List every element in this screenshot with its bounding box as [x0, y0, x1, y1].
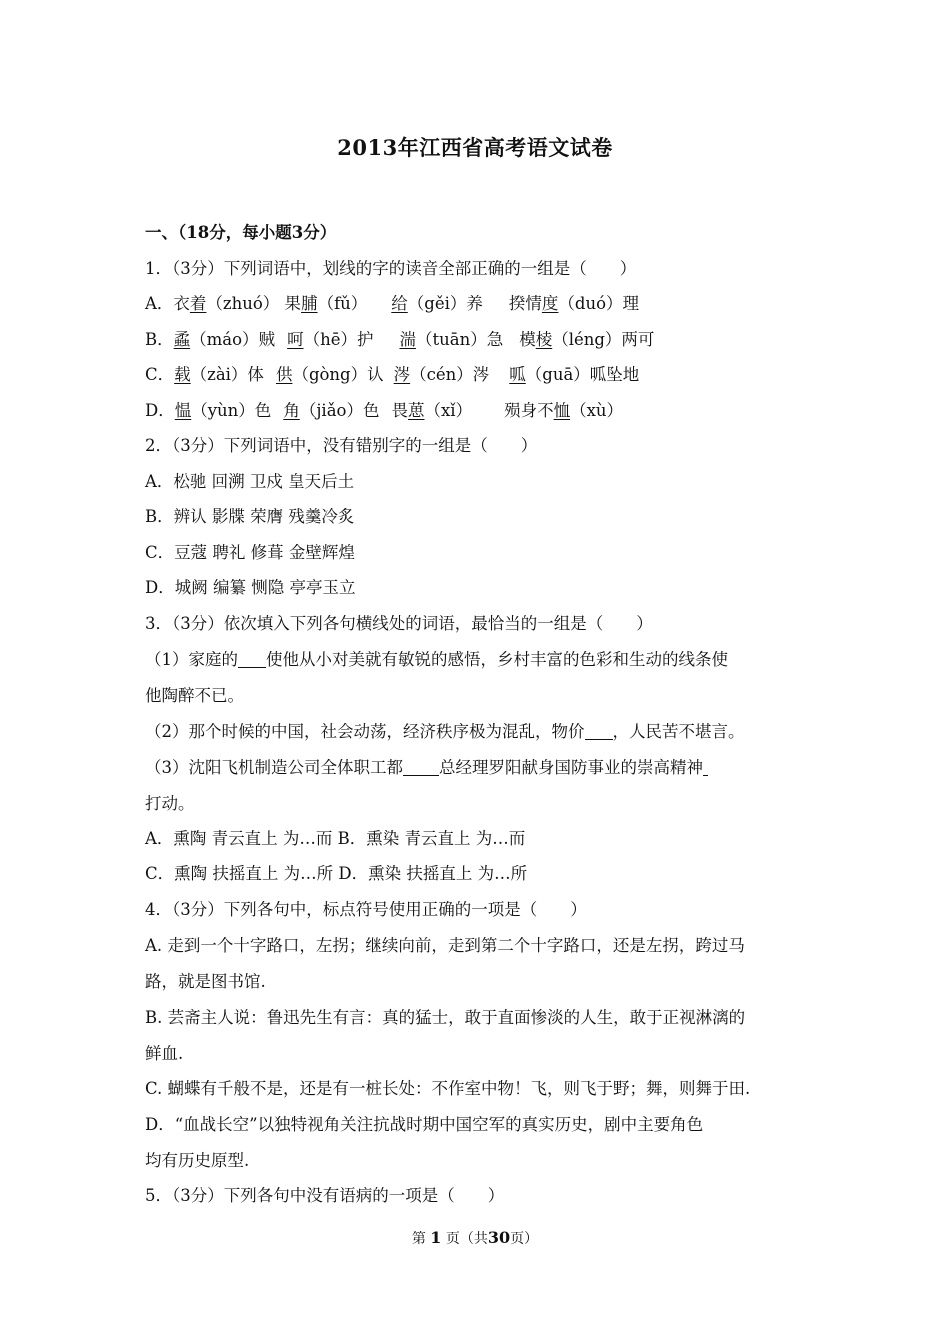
- question-4-option-d: D．“血战长空”以独特视角关注抗战时期中国空军的真实历史，剧中主要角色: [145, 1115, 704, 1134]
- question-2-option-d: D．城阙 编纂 恻隐 亭亭玉立: [145, 578, 356, 597]
- text: （xù）: [570, 401, 624, 420]
- underlined-char: 葸: [407, 401, 425, 420]
- underlined-char: 蟊: [173, 330, 191, 349]
- question-2-stem: 2．（3分）下列词语中，没有错别字的一组是（ ）: [145, 436, 538, 455]
- underlined-char: 脯: [301, 294, 318, 313]
- text: （1）家庭的: [145, 650, 238, 669]
- text: （jiǎo）色: [299, 401, 380, 420]
- question-4-option-b: B. 芸斋主人说：鲁迅先生有言：真的猛士，敢于直面惨淡的人生，敢于正视淋漓的: [145, 1008, 746, 1027]
- text: 使他从小对美就有敏锐的感悟，乡村丰富的色彩和生动的线条使: [266, 650, 728, 669]
- question-2-option-a: A．松驰 回溯 卫戍 皇天后土: [145, 472, 355, 491]
- text: （3）沈阳飞机制造公司全体职工都: [145, 758, 403, 777]
- question-4-option-c: C. 蝴蝶有千般不是，还是有一桩长处：不作室中物！飞，则飞于野；舞，则舞于田.: [145, 1079, 751, 1098]
- underlined-char: 涔: [393, 365, 411, 384]
- underlined-char: 恤: [553, 401, 571, 420]
- underlined-char: 呵: [287, 330, 304, 349]
- text: B．: [145, 330, 174, 349]
- question-4-stem: 4．（3分）下列各句中，标点符号使用正确的一项是（ ）: [145, 900, 587, 919]
- question-2-option-c: C．豆蔻 聘礼 修葺 金壁辉煌: [145, 543, 355, 562]
- page-total: 30: [487, 1228, 511, 1247]
- text: （léng）两可: [552, 330, 655, 349]
- underlined-char: 棱: [535, 330, 553, 349]
- underlined-char: 载: [174, 365, 191, 384]
- text: （zhuó） 果: [206, 294, 302, 313]
- question-1-option-c: [145, 363, 639, 387]
- fill-blank: [585, 723, 613, 741]
- text: （hē）护: [303, 330, 374, 349]
- text: （gòng）认: [292, 365, 384, 384]
- question-5-stem: 5．（3分）下列各句中没有语病的一项是（ ）: [145, 1186, 505, 1205]
- fill-blank: [403, 759, 439, 777]
- text: 模: [519, 330, 536, 349]
- text: （cén）涔: [410, 365, 490, 384]
- text: C．: [145, 365, 175, 384]
- text: （yùn）色: [191, 401, 272, 420]
- question-3-sentence-2: [145, 720, 745, 744]
- section-heading: 一、（18分，每小题3分）: [145, 223, 337, 242]
- underlined-char: 着: [189, 294, 207, 313]
- text: 页）: [510, 1231, 539, 1247]
- underlined-char: 角: [283, 401, 300, 420]
- question-3-sentence-3-cont: 打动。: [145, 794, 195, 813]
- text: （fǔ）: [317, 294, 368, 313]
- underlined-char: 呱: [509, 365, 526, 384]
- question-1-stem: 1．（3分）下列词语中，划线的字的读音全部正确的一组是（ ）: [145, 259, 637, 278]
- text: 殒身不: [504, 401, 554, 420]
- text: A．衣: [145, 294, 190, 313]
- text: （2）那个时候的中国，社会动荡，经济秩序极为混乱，物价: [145, 722, 585, 741]
- text: （zài）体: [190, 365, 264, 384]
- question-4-option-d-cont: 均有历史原型.: [145, 1151, 250, 1170]
- text: 页（共: [445, 1231, 488, 1247]
- text: ，人民苦不堪言。: [612, 722, 745, 741]
- question-3-stem: 3．（3分）依次填入下列各句横线处的词语，最恰当的一组是（ ）: [145, 614, 653, 633]
- question-3-sentence-1: [145, 648, 728, 672]
- text: （xǐ）: [424, 401, 473, 420]
- question-4-option-b-cont: 鲜血.: [145, 1044, 184, 1063]
- text: （tuān）急: [415, 330, 504, 349]
- text: 第: [411, 1231, 426, 1247]
- question-3-options-ab: A．熏陶 青云直上 为…而 B．熏染 青云直上 为…而: [145, 829, 526, 848]
- question-1-option-a: [145, 292, 639, 316]
- page-footer: [0, 1228, 950, 1248]
- page-number: 1: [430, 1228, 442, 1247]
- text: （duó）理: [558, 294, 640, 313]
- fill-blank: [238, 651, 266, 669]
- text: D．: [145, 401, 175, 420]
- fill-blank: [703, 759, 708, 777]
- text: （gěi）养: [407, 294, 483, 313]
- text: 总经理罗阳献身国防事业的崇高精神: [439, 758, 703, 777]
- underlined-char: 度: [541, 294, 559, 313]
- question-1-option-b: [145, 328, 654, 352]
- question-4-option-a: A. 走到一个十字路口，左拐；继续向前，走到第二个十字路口，还是左拐，跨过马: [145, 936, 745, 955]
- question-2-option-b: B．辨认 影牒 荣膺 残羹冷炙: [145, 507, 355, 526]
- underlined-char: 愠: [174, 401, 192, 420]
- question-3-sentence-3: [145, 756, 708, 780]
- text: （máo）贼: [190, 330, 276, 349]
- question-1-option-d: [145, 399, 623, 423]
- text: 畏: [391, 401, 408, 420]
- question-4-option-a-cont: 路，就是图书馆.: [145, 972, 266, 991]
- underlined-char: 给: [391, 294, 408, 313]
- page-title: 2013年江西省高考语文试卷: [337, 135, 613, 160]
- question-3-sentence-1-cont: 他陶醉不已。: [145, 686, 244, 705]
- underlined-char: 湍: [399, 330, 416, 349]
- question-3-options-cd: C．熏陶 扶摇直上 为…所 D．熏染 扶摇直上 为…所: [145, 864, 528, 883]
- underlined-char: 供: [275, 365, 293, 384]
- text: （guā）呱坠地: [525, 365, 640, 384]
- text: 揆情: [508, 294, 542, 313]
